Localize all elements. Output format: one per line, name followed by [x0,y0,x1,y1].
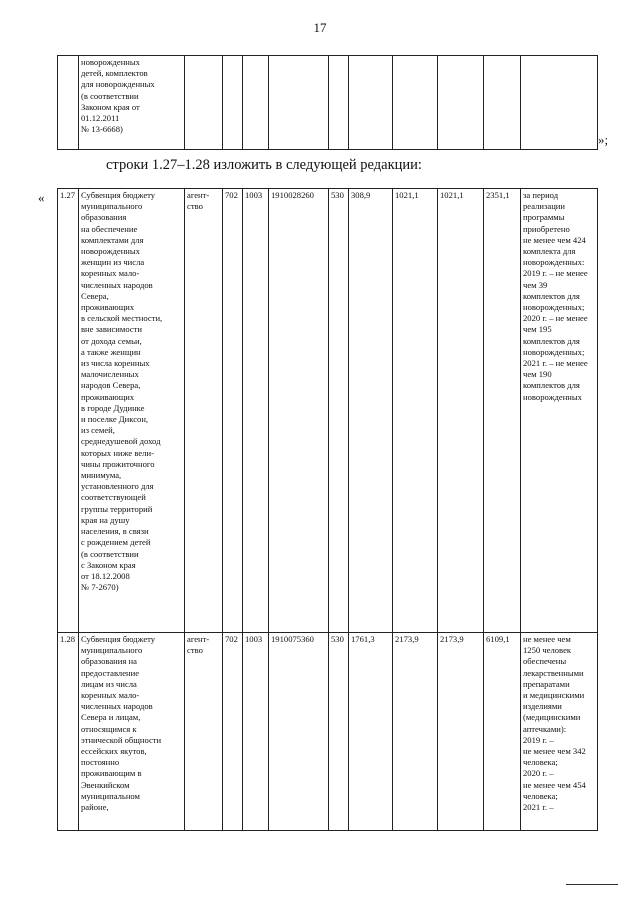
table-row [58,633,598,831]
amount-2020-cell: 1021,1 [393,189,438,633]
fragment-2019-cell [349,56,393,150]
activity-name-cell: Субвенция бюджету муниципального образования на обеспечение комплектами для новорожденных женщин из числа коренных мало- численных народов Севера, проживающих в сельской местности, вне зависимости от дохода семьи, а также женщин из числа коренных малочисленных народов Севера, проживающих в городе Дудинке и поселке Диксон, из семей, среднедушевой доход которых ниже вели- чины прожиточного минимума, установленного для соответствующей группы территорий края на душу населения, в связи с рождением детей (в соответствии с Законом края от 18.12.2008 № 7-2670) [79,189,185,633]
opening-quote-mark: « [38,190,45,205]
footer-rule [566,884,618,885]
closing-quote-mark: »; [598,132,609,147]
table-row [58,189,598,633]
activity-name-cell: Субвенция бюджету муниципального образования на предоставление лицам из числа коренных мало- численных народов Севера и лицам, относящимся к этнической общности ессейских якутов, постоянно проживающим в Эвенкийском муниципальном районе, [79,633,185,831]
fragment-2020-cell [393,56,438,150]
previous-table-fragment [57,55,598,150]
section-heading: строки 1.27–1.28 изложить в следующей редакции: [106,157,422,173]
fragment-section-cell [243,56,269,150]
target-code-cell: 1910028260 [269,189,329,633]
executor-cell: агент- ство [185,189,223,633]
expected-result-cell: не менее чем 1250 человек обеспечены лекарственными препаратами и медицинскими изделиями (медицинскими аптечками): 2019 г. – не менее чем 342 человека; 2020 г. – не менее чем 454 человека; 2021 г. – [521,633,598,831]
section-code-cell: 1003 [243,189,269,633]
executor-cell: агент- ство [185,633,223,831]
program-activities-table [57,188,598,831]
fragment-total-cell [484,56,521,150]
amount-2019-cell: 308,9 [349,189,393,633]
row-number-cell: 1.28 [58,633,79,831]
page-number: 17 [313,20,327,35]
fragment-vr-cell [329,56,349,150]
fragment-target-cell [269,56,329,150]
row-number-cell: 1.27 [58,189,79,633]
fragment-name-cell: новорожденных детей, комплектов для новорожденных (в соответствии Законом края от 01.12.2011 № 13-6668) [79,56,185,150]
expense-type-cell: 530 [329,189,349,633]
amount-2019-cell: 1761,3 [349,633,393,831]
fragment-num-cell [58,56,79,150]
amount-total-cell: 2351,1 [484,189,521,633]
amount-total-cell: 6109,1 [484,633,521,831]
fragment-2021-cell [438,56,484,150]
grbs-code-cell: 702 [223,633,243,831]
fragment-executor-cell [185,56,223,150]
amount-2021-cell: 2173,9 [438,633,484,831]
grbs-code-cell: 702 [223,189,243,633]
expense-type-cell: 530 [329,633,349,831]
fragment-grbs-cell [223,56,243,150]
amount-2020-cell: 2173,9 [393,633,438,831]
amount-2021-cell: 1021,1 [438,189,484,633]
target-code-cell: 1910075360 [269,633,329,831]
fragment-result-cell [521,56,598,150]
expected-result-cell: за период реализации программы приобретено не менее чем 424 комплекта для новорожденных: 2019 г. – не менее чем 39 комплектов для новорожденных; 2020 г. – не менее чем 195 комплектов для новорожденных; 2021 г. – не менее чем 190 комплектов для новорожденных [521,189,598,633]
section-code-cell: 1003 [243,633,269,831]
